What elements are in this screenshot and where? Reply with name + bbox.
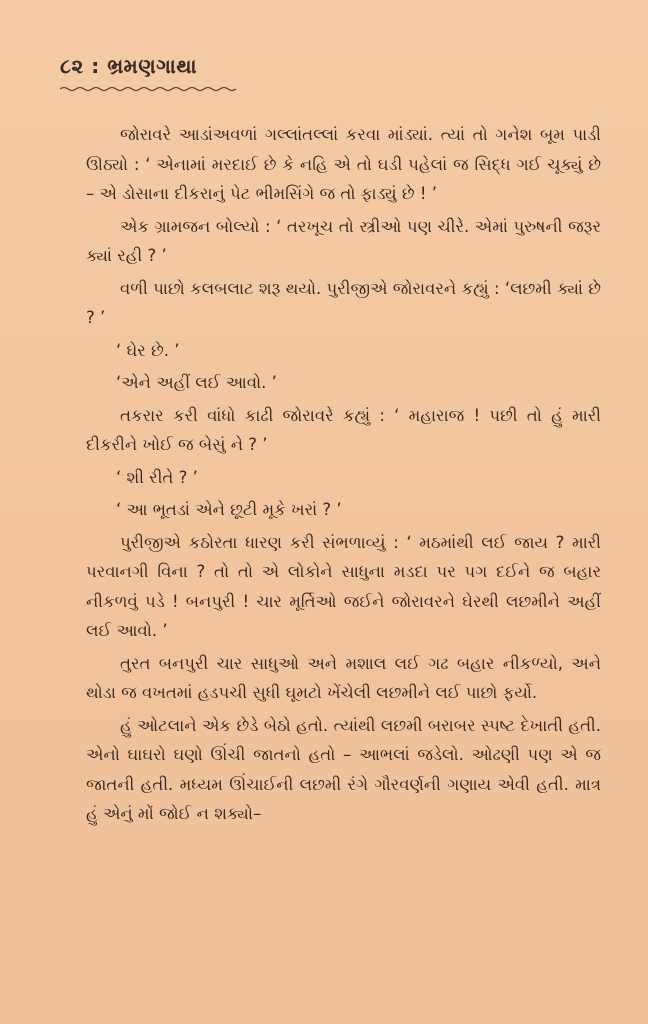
dialogue-line: ‘એને અહીં લઈ આવો. ’ bbox=[116, 373, 277, 392]
dialogue-line: ‘ ઘેર છે. ’ bbox=[116, 340, 180, 360]
wavy-underline-ornament bbox=[60, 86, 238, 92]
body-text bbox=[86, 120, 601, 832]
paragraph: વળી પાછો કલબલાટ શરૂ થયો. પુરીજીએ જોરાવરને કહ્યું : ‘લછમી ક્યાં છે ? ’ bbox=[86, 278, 601, 327]
paragraph: પુરીજીએ કઠોરતા ધારણ કરી સંભળાવ્યું : ‘ મઠમાંથી લઈ જાય ? મારી પરવાનગી વિના ? તો તો એ લોકોને સાધુના મડદા પર પગ દઈને જ બહાર નીકળવું પડે ! બનપુરી ! ચાર મૂર્તિઓ જઈને જોરાવરને ઘેરથી લછમીને અહીં લઈ આવો. ’ bbox=[86, 532, 601, 640]
dialogue-line: ‘ શી રીતે ? ’ bbox=[116, 467, 198, 487]
paragraph: હું ઓટલાને એક છેડે બેઠો હતો. ત્યાંથી લછમી બરાબર સ્પષ્ટ દેખાતી હતી. એનો ઘાઘરો ઘણો ઊંચી જાતનો હતો – આભલાં જડેલો. ઓઢણી પણ એ જ જાતની હતી. મધ્યમ ઊંચાઈની લછમી રંગે ગૌરવર્ણની ગણાય એવી હતી. માત્ર હું એનું મોં જોઈ ન શક્યો– bbox=[86, 715, 601, 823]
paragraph: તકરાર કરી વાંધો કાઢી જોરાવરે કહ્યું : ‘ મહારાજ ! પછી તો હું મારી દીકરીને ખોઈ જ બેસું ને ? ’ bbox=[86, 405, 601, 454]
header-separator: : bbox=[91, 54, 100, 78]
page-number: ૮૨ bbox=[60, 54, 84, 78]
book-title: ભ્રમણગાથા bbox=[107, 54, 197, 78]
dialogue-line: ‘ આ ભૂતડાં એને છૂટી મૂકે ખરાં ? ’ bbox=[116, 500, 342, 519]
paragraph: એક ગ્રામજન બોલ્યો : ‘ તરખૂચ તો સ્ત્રીઓ પણ ચીરે. એમાં પુરુષની જરૂર ક્યાં રહી ? ’ bbox=[86, 216, 601, 265]
paragraph: જોરાવરે આડાંઅવળાં ગલ્લાંતલ્લાં કરવા માંડ્યાં. ત્યાં તો ગનેશ બૂમ પાડી ઊઠ્યો : ‘ એનામાં મરદાઈ છે કે નહિ એ તો ઘડી પહેલાં જ સિદ્ધ ગઈ ચૂક્યું છે – એ ડોસાના દીકરાનું પેટ ભીમસિંગે જ તો ફાડ્યું છે ! ’ bbox=[86, 125, 601, 203]
paragraph: તુરત બનપુરી ચાર સાધુઓ અને મશાલ લઈ ગઢ બહાર નીકળ્યો, અને થોડા જ વખતમાં હડપચી સુધી ઘૂમટો ખેંચેલી લછમીને લઈ પાછો ફર્યો. bbox=[86, 653, 601, 702]
running-head bbox=[60, 54, 197, 78]
